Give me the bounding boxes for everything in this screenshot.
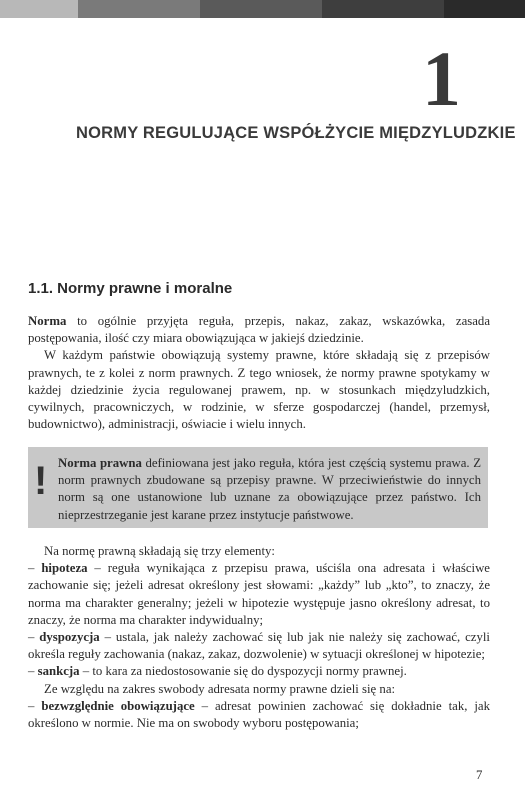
term-bold: Norma prawna: [58, 456, 142, 470]
definition-callout: [28, 447, 488, 528]
callout-text: [58, 455, 481, 524]
chapter-number: 1: [422, 35, 461, 122]
color-bar-segment: [444, 0, 525, 18]
paragraph-text: to ogólnie przyjęta reguła, przepis, nakaz, zakaz, wskazówka, zasada postępowania, ilość czy miara obowiązująca w jakiejś dziedzinie.: [28, 314, 490, 346]
list-item: [28, 560, 490, 629]
callout-body: definiowana jest jako reguła, która jest częścią systemu prawa. Z norm prawnych zbudowane są przepisy prawne. W przeciwieństwie do innych norm są one ustanowione lub uznane za obowiązujące przez państwo. Ich nieprzestrzeganie jest karane przez instytucje państwowe.: [58, 456, 482, 522]
list-item-text: – ustala, jak należy zachować się lub jak nie należy się zachować, czyli określa reguły zachowania (nakaz, zakaz, dozwolenie) w sytuacji określonej w hipotezie;: [28, 630, 490, 662]
chapter-title: NORMY REGULUJĄCE WSPÓŁŻYCIE MIĘDZYLUDZKIE: [76, 124, 516, 142]
term-bold: Norma: [28, 314, 67, 328]
term-bold: bezwzględnie obowiązujące: [41, 698, 195, 713]
section-title: 1.1. Normy prawne i moralne: [28, 280, 233, 297]
dash: –: [28, 664, 38, 679]
elements-text: [28, 543, 490, 732]
term-bold: hipoteza: [41, 561, 88, 576]
dash: –: [28, 561, 42, 576]
intro-text: [28, 313, 490, 433]
paragraph: Na normę prawną składają się trzy elementy:: [44, 544, 275, 558]
color-bar-segment: [78, 0, 200, 18]
paragraph: W każdym państwie obowiązują systemy prawne, które składają się z przepisów prawnych, te z kolei z norm prawnych. Z tego wniosek, że normy prawne spotykamy w każdej dziedzinie życia regulowanej prawem, np. w stosunkach międzyludzkich, cywilnych, pracowniczych, w rodzinie, w sferze gospodarczej (handel, przemysł, budownictwo), administracji, oświacie i wielu innych.: [28, 348, 490, 432]
list-item-text: – to kara za niedostosowanie się do dyspozycji normy prawnej.: [79, 664, 407, 679]
dash: –: [28, 698, 42, 713]
list-item-text: – reguła wynikająca z przepisu prawa, uściśla ona adresata i właściwe zachowanie się; jeżeli adresat określony jest słowami: „każdy” lub „kto”, to znaczy, że norma ma charakter generalny; jeżeli w hipotezie występuje jasno określony adresat, to znaczy, że norma ma charakter indywidualny;: [28, 561, 490, 627]
paragraph: [28, 313, 490, 347]
color-bar-segment: [0, 0, 78, 18]
color-bar-segment: [322, 0, 444, 18]
list-item: [28, 629, 490, 663]
page-number: 7: [476, 768, 483, 782]
term-bold: dyspozycja: [39, 630, 100, 645]
list-item: [28, 663, 490, 680]
list-item-text: – adresat powinien zachować się dokładnie tak, jak określono w normie. Nie ma on swobody wyboru postępowania;: [28, 698, 490, 731]
list-item: [28, 698, 490, 732]
exclamation-icon: !: [34, 459, 48, 503]
term-bold: sankcja: [37, 664, 80, 679]
header-color-bar: [0, 0, 525, 18]
paragraph: Ze względu na zakres swobody adresata normy prawne dzieli się na:: [44, 681, 396, 696]
dash: –: [28, 630, 40, 645]
color-bar-segment: [200, 0, 322, 18]
